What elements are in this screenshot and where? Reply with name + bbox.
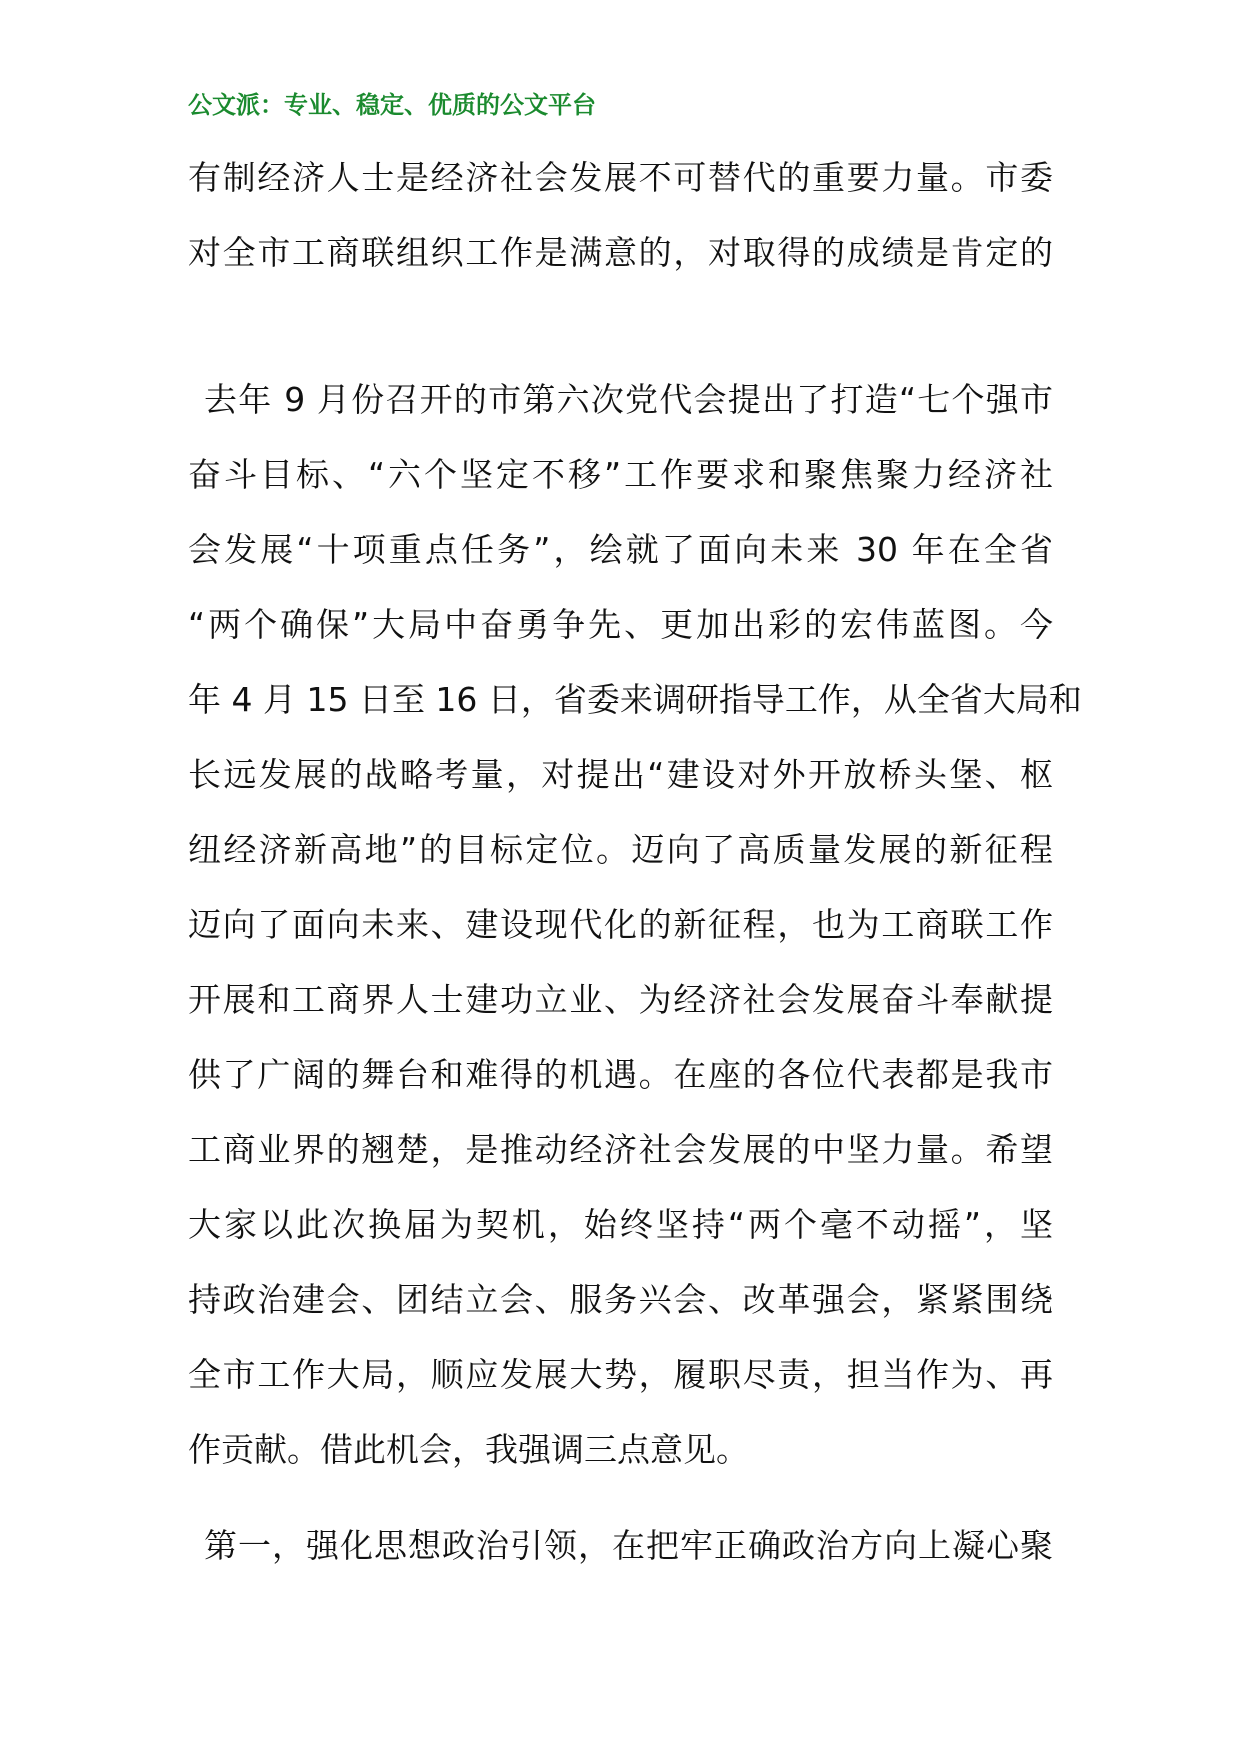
paragraph-2	[188, 362, 1082, 1487]
text-line: 供了广阔的舞台和难得的机遇。在座的各位代表都是我市	[188, 1055, 1053, 1094]
text-line: 会发展“十项重点任务”，绘就了面向未来 30 年在全省	[188, 530, 1053, 569]
text-line: 迈向了面向未来、建设现代化的新征程，也为工商联工作	[188, 905, 1053, 944]
text-line: 开展和工商界人士建功立业、为经济社会发展奋斗奉献提	[188, 980, 1053, 1019]
text-line: 年 4 月 15 日至 16 日，省委来调研指导工作，从全省大局和	[188, 680, 1082, 719]
text-line: 长远发展的战略考量，对提出“建设对外开放桥头堡、枢	[188, 755, 1053, 794]
text-line: 工商业界的翘楚，是推动经济社会发展的中坚力量。希望	[188, 1130, 1053, 1169]
text-line: 作贡献。借此机会，我强调三点意见。	[188, 1430, 749, 1469]
text-line: 持政治建会、团结立会、服务兴会、改革强会，紧紧围绕	[188, 1280, 1053, 1319]
text-line: “两个确保”大局中奋勇争先、更加出彩的宏伟蓝图。今	[188, 605, 1053, 644]
text-line: 全市工作大局，顺应发展大势，履职尽责，担当作为、再	[188, 1355, 1053, 1394]
page-header-banner: 公文派：专业、稳定、优质的公文平台	[188, 91, 596, 119]
paragraph-3	[188, 1508, 1053, 1583]
text-line: 第一，强化思想政治引领，在把牢正确政治方向上凝心聚	[204, 1526, 1053, 1565]
text-line: 去年 9 月份召开的市第六次党代会提出了打造“七个强市	[204, 380, 1053, 419]
text-line: 有制经济人士是经济社会发展不可替代的重要力量。市委	[188, 158, 1053, 197]
text-line: 奋斗目标、“六个坚定不移”工作要求和聚焦聚力经济社	[188, 455, 1053, 494]
text-line: 纽经济新高地”的目标定位。迈向了高质量发展的新征程	[188, 830, 1053, 869]
paragraph-1	[188, 140, 1053, 290]
text-line: 大家以此次换届为契机，始终坚持“两个毫不动摇”，坚	[188, 1205, 1053, 1244]
text-line: 对全市工商联组织工作是满意的，对取得的成绩是肯定的	[188, 233, 1053, 272]
